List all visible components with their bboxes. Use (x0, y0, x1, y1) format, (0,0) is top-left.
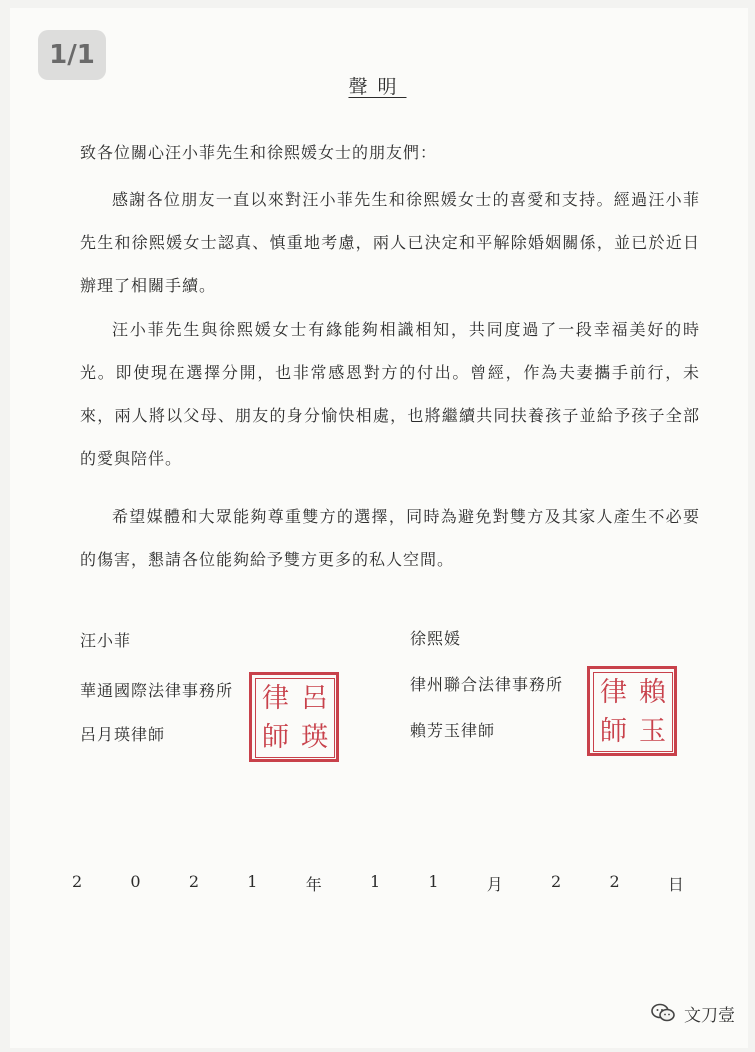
right-law-firm: 律州聯合法律事務所 (410, 675, 564, 694)
date-char: 日 (667, 875, 684, 894)
date-char: 2 (188, 872, 200, 891)
seal-char: 律 (600, 677, 627, 708)
paragraph-1: 感謝各位朋友一直以來對汪小菲先生和徐熙媛女士的喜愛和支持。經過汪小菲先生和徐熙媛女士認真、慎重地考慮，兩人已決定和平解除婚姻關係，並已於近日辦理了相關手續。 (80, 190, 700, 295)
date-char: 1 (369, 872, 381, 891)
date-char: 月 (486, 875, 503, 894)
date-char: 2 (551, 872, 562, 891)
left-party-name: 汪小菲 (80, 631, 132, 650)
seal-char: 師 (262, 722, 289, 753)
date-char: 2 (609, 872, 620, 891)
date-char: 0 (130, 872, 141, 891)
left-law-firm: 華通國際法律事務所 (80, 681, 234, 700)
document-title: 聲明 (348, 76, 407, 98)
paragraph-3: 希望媒體和大眾能夠尊重雙方的選擇，同時為避免對雙方及其家人產生不必要的傷害，懇請各位能夠給予雙方更多的私人空間。 (80, 507, 700, 569)
salutation: 致各位關心汪小菲先生和徐熙媛女士的朋友們： (80, 143, 438, 162)
right-lawyer: 賴芳玉律師 (410, 721, 496, 740)
left-lawyer-seal (249, 672, 339, 762)
paragraph-2: 汪小菲先生與徐熙媛女士有緣能夠相識相知，共同度過了一段幸福美好的時光。即使現在選擇分開，也非常感恩對方的付出。曾經，作為夫妻攜手前行，未來，兩人將以父母、朋友的身分愉快相處，也將繼續共同扶養孩子並給予孩子全部的愛與陪伴。 (80, 320, 700, 468)
date-char: 1 (247, 872, 258, 891)
seal-char: 玉 (639, 716, 666, 747)
watermark-text: 文刀壹 (684, 1005, 735, 1026)
right-lawyer-seal (587, 666, 677, 756)
seal-char: 賴 (639, 677, 666, 708)
date-char: 1 (428, 872, 439, 891)
page-indicator[interactable]: 1/1 (38, 30, 106, 80)
seal-char: 瑛 (301, 722, 328, 753)
document-date (72, 872, 684, 895)
seal-char: 呂 (301, 683, 328, 714)
date-char: 2 (72, 872, 83, 891)
watermark (650, 1000, 735, 1026)
seal-char: 律 (262, 683, 289, 714)
wechat-icon (650, 1000, 676, 1026)
date-char: 年 (305, 875, 322, 894)
right-party-name: 徐熙媛 (410, 629, 462, 648)
left-lawyer: 呂月瑛律師 (80, 725, 166, 744)
seal-char: 師 (600, 716, 627, 747)
